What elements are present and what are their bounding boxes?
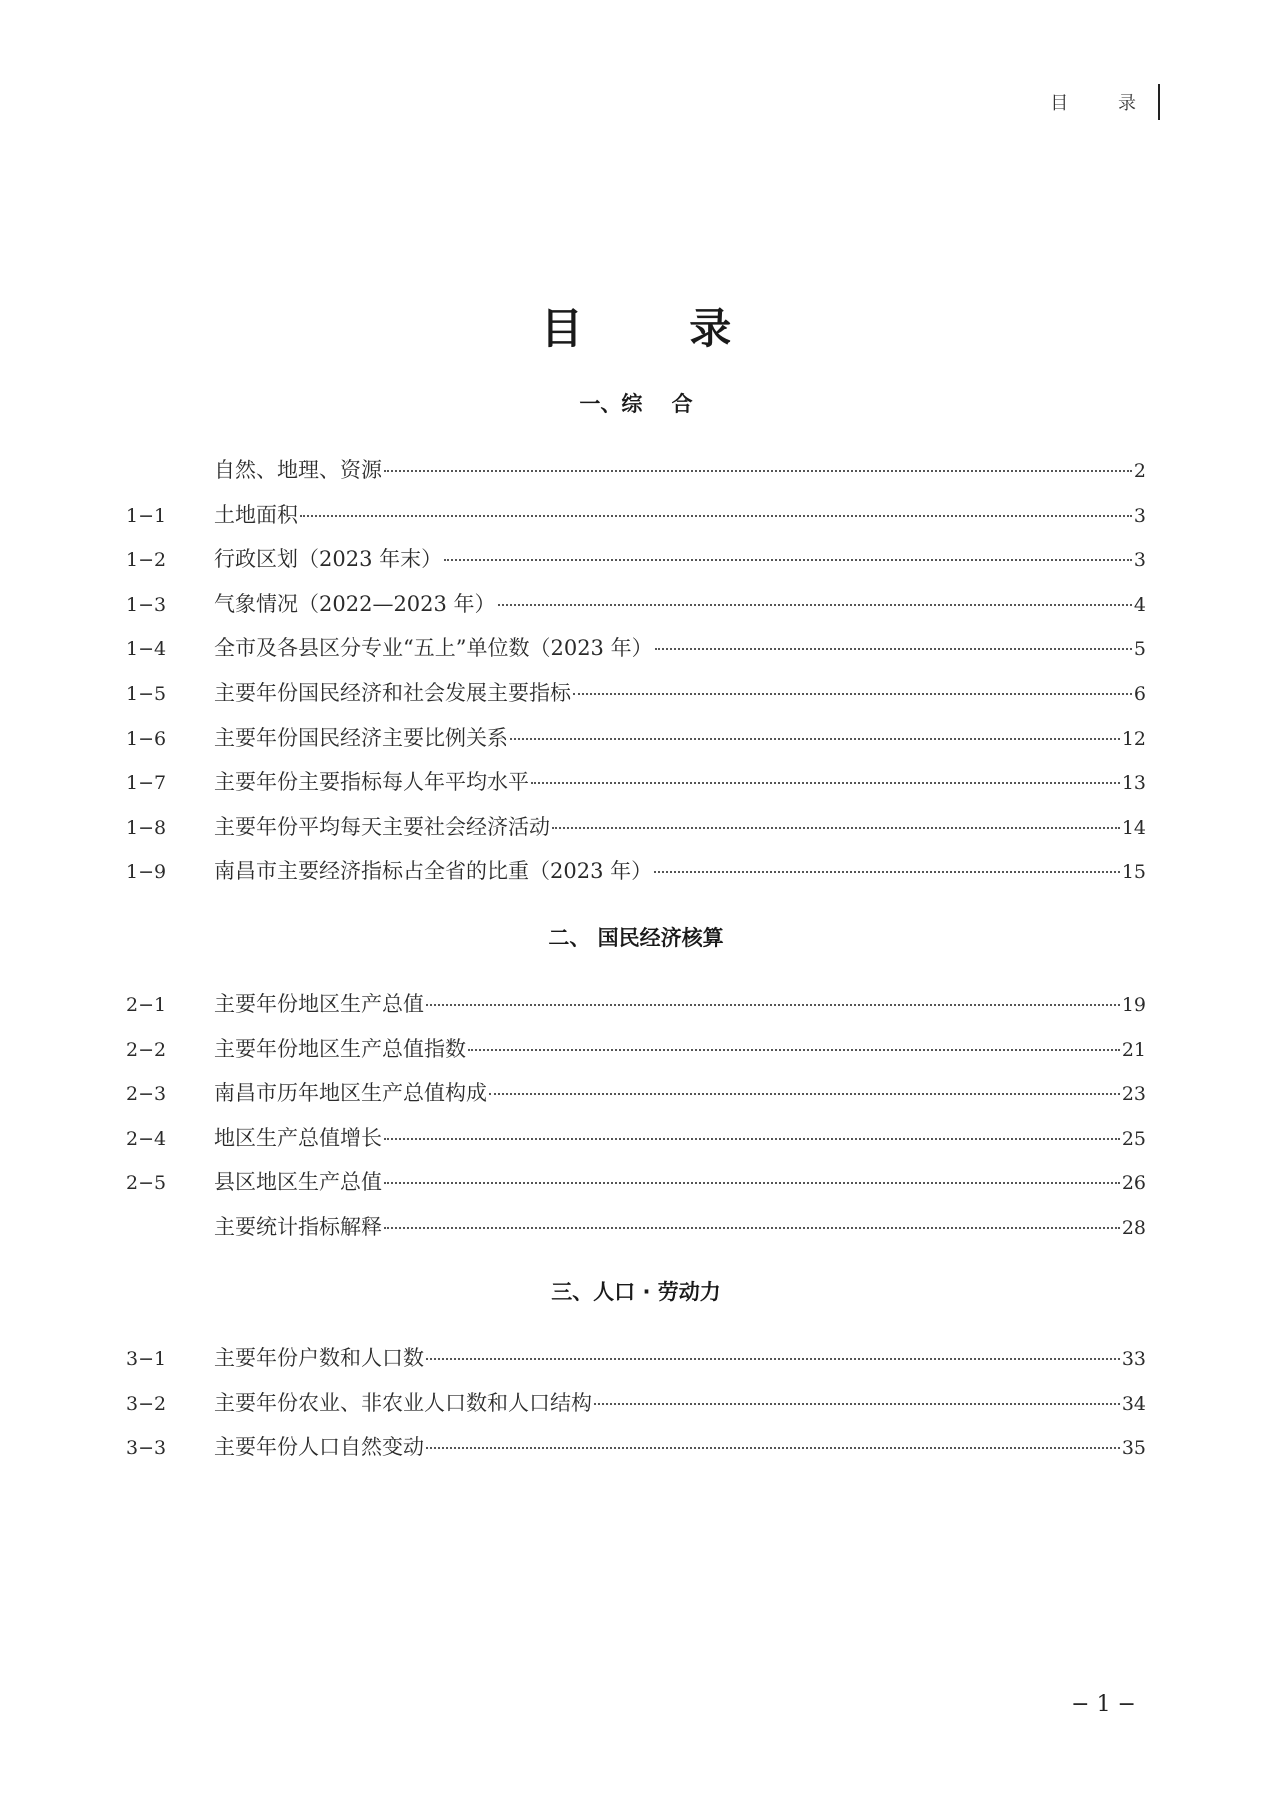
toc-entry-title: 主要统计指标解释 xyxy=(214,1215,382,1239)
toc-entry-page: 12 xyxy=(1121,728,1146,750)
toc-entry[interactable] xyxy=(126,588,1146,622)
toc-entry-title: 南昌市主要经济指标占全省的比重（2023 年） xyxy=(214,859,653,883)
toc-entry[interactable] xyxy=(126,722,1146,756)
running-header xyxy=(1050,84,1160,120)
toc-dot-leader xyxy=(444,559,1132,561)
toc-entry-title: 主要年份国民经济主要比例关系 xyxy=(214,726,508,750)
toc-entry-page: 3 xyxy=(1133,549,1146,571)
toc-entry-number: 1−9 xyxy=(126,861,167,883)
toc-entry[interactable] xyxy=(126,677,1146,711)
toc-dot-leader xyxy=(510,738,1120,740)
toc-entry-page: 13 xyxy=(1121,772,1146,794)
toc-entry-number: 2−4 xyxy=(126,1128,167,1150)
toc-dot-leader xyxy=(384,1138,1120,1140)
toc-dot-leader xyxy=(426,1004,1120,1006)
toc-entry-title: 全市及各县区分专业“五上”单位数（2023 年） xyxy=(214,636,653,660)
toc-entry[interactable] xyxy=(126,1211,1146,1245)
toc-dot-leader xyxy=(384,1182,1120,1184)
toc-entry-page: 2 xyxy=(1133,460,1146,482)
toc-entry-title: 地区生产总值增长 xyxy=(214,1126,382,1150)
toc-entry-title: 主要年份主要指标每人年平均水平 xyxy=(214,770,529,794)
toc-entry[interactable] xyxy=(126,632,1146,666)
toc-entry-page: 23 xyxy=(1121,1083,1146,1105)
toc-entry-page: 25 xyxy=(1121,1128,1146,1150)
toc-dot-leader xyxy=(426,1447,1120,1449)
toc-entry-page: 33 xyxy=(1121,1348,1146,1370)
toc-entry-title: 行政区划（2023 年末） xyxy=(214,547,443,571)
toc-entry-page: 4 xyxy=(1133,594,1146,616)
toc-entry-title: 主要年份地区生产总值 xyxy=(214,992,424,1016)
toc-dot-leader xyxy=(384,1227,1120,1229)
toc-entry[interactable] xyxy=(126,855,1146,889)
toc-entry[interactable] xyxy=(126,1387,1146,1421)
toc-dot-leader xyxy=(300,515,1132,517)
toc-entry-number: 1−1 xyxy=(126,505,167,527)
toc-entry[interactable] xyxy=(126,1077,1146,1111)
toc-entry-page: 19 xyxy=(1121,994,1146,1016)
running-header-rule xyxy=(1158,84,1160,120)
toc-entry[interactable] xyxy=(126,454,1146,488)
toc-entry-page: 35 xyxy=(1121,1437,1146,1459)
toc-entry-title: 主要年份人口自然变动 xyxy=(214,1435,424,1459)
toc-dot-leader xyxy=(498,604,1132,606)
toc-entry[interactable] xyxy=(126,499,1146,533)
toc-entry[interactable] xyxy=(126,1342,1146,1376)
toc-entry[interactable] xyxy=(126,543,1146,577)
toc-entry-page: 15 xyxy=(1121,861,1146,883)
toc-dot-leader xyxy=(655,648,1132,650)
toc-entry-title: 土地面积 xyxy=(214,503,298,527)
toc-entry-page: 3 xyxy=(1133,505,1146,527)
toc-entry-page: 26 xyxy=(1121,1172,1146,1194)
toc-entry-title: 主要年份农业、非农业人口数和人口结构 xyxy=(214,1391,592,1415)
toc-dot-leader xyxy=(489,1093,1120,1095)
toc-entry-number: 1−2 xyxy=(126,549,167,571)
running-header-title: 目 录 xyxy=(1050,93,1158,114)
toc-entry-number: 3−3 xyxy=(126,1437,167,1459)
section-heading: 一、综 合 xyxy=(579,392,693,416)
toc-entry[interactable] xyxy=(126,1033,1146,1067)
section-heading: 三、人口 · 劳动力 xyxy=(551,1280,721,1304)
toc-entry-title: 气象情况（2022—2023 年） xyxy=(214,592,496,616)
toc-entry-number: 1−4 xyxy=(126,638,167,660)
page-number: − 1 − xyxy=(1071,1692,1136,1717)
toc-entry[interactable] xyxy=(126,988,1146,1022)
toc-entry-title: 主要年份国民经济和社会发展主要指标 xyxy=(214,681,571,705)
toc-entry-number: 2−3 xyxy=(126,1083,167,1105)
toc-entry-page: 28 xyxy=(1121,1217,1146,1239)
toc-entry-title: 主要年份地区生产总值指数 xyxy=(214,1037,466,1061)
section-heading: 二、 国民经济核算 xyxy=(548,926,724,950)
toc-entry[interactable] xyxy=(126,766,1146,800)
toc-dot-leader xyxy=(654,871,1120,873)
toc-entry-number: 1−7 xyxy=(126,772,167,794)
toc-entry[interactable] xyxy=(126,1122,1146,1156)
toc-entry-page: 6 xyxy=(1133,683,1146,705)
toc-entry-title: 主要年份平均每天主要社会经济活动 xyxy=(214,815,550,839)
toc-dot-leader xyxy=(468,1049,1120,1051)
toc-entry-page: 34 xyxy=(1121,1393,1146,1415)
toc-entry-page: 5 xyxy=(1133,638,1146,660)
toc-entry-title: 县区地区生产总值 xyxy=(214,1170,382,1194)
toc-entry-number: 3−1 xyxy=(126,1348,167,1370)
toc-entry-page: 14 xyxy=(1121,817,1146,839)
toc-entry-title: 自然、地理、资源 xyxy=(214,458,382,482)
toc-entry-title: 主要年份户数和人口数 xyxy=(214,1346,424,1370)
toc-entry[interactable] xyxy=(126,1431,1146,1465)
toc-entry-title: 南昌市历年地区生产总值构成 xyxy=(214,1081,487,1105)
toc-entry-number: 1−3 xyxy=(126,594,167,616)
toc-dot-leader xyxy=(384,470,1132,472)
toc-dot-leader xyxy=(594,1403,1120,1405)
toc-dot-leader xyxy=(426,1358,1120,1360)
toc-dot-leader xyxy=(531,782,1120,784)
toc-entry-number: 1−5 xyxy=(126,683,167,705)
toc-entry[interactable] xyxy=(126,811,1146,845)
toc-entry-number: 2−5 xyxy=(126,1172,167,1194)
toc-entry-page: 21 xyxy=(1121,1039,1146,1061)
toc-entry-number: 1−8 xyxy=(126,817,167,839)
toc-entry-number: 1−6 xyxy=(126,728,167,750)
toc-entry[interactable] xyxy=(126,1166,1146,1200)
toc-entry-number: 2−2 xyxy=(126,1039,167,1061)
toc-dot-leader xyxy=(552,827,1120,829)
page-title: 目 录 xyxy=(540,304,778,353)
toc-dot-leader xyxy=(573,693,1132,695)
toc-entry-number: 2−1 xyxy=(126,994,167,1016)
toc-entry-number: 3−2 xyxy=(126,1393,167,1415)
